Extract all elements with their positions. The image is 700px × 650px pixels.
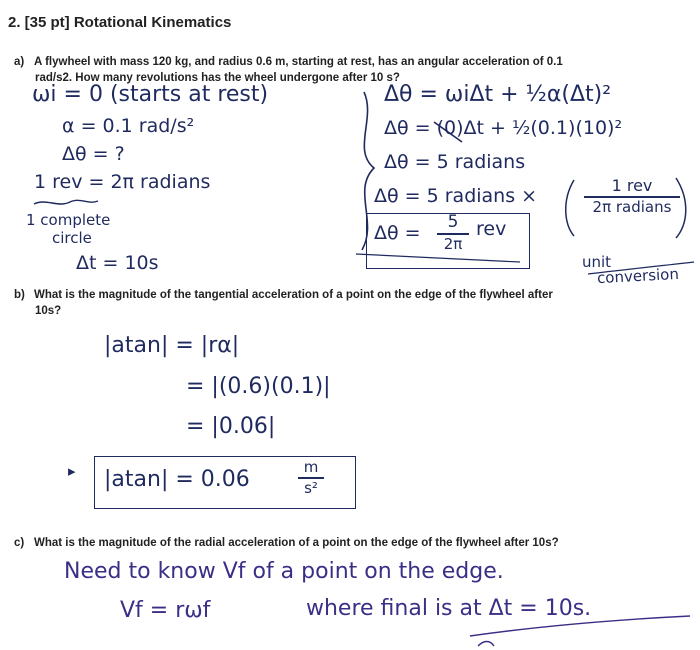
conversion-numerator: 1 rev xyxy=(611,176,653,195)
answer-b-lhs: |atan| = 0.06 xyxy=(104,467,250,492)
question-c-tag: c) xyxy=(14,537,25,549)
equation-result-radians: Δθ = 5 radians xyxy=(384,151,526,173)
conversion-open-paren xyxy=(566,180,574,236)
answer-a-unit: rev xyxy=(476,218,507,240)
question-c-line1: What is the magnitude of the radial acceleration of a point on the edge of the flywheel after 10s? xyxy=(34,537,559,549)
note-complete-circle-1: 1 complete xyxy=(26,211,111,229)
answer-b-unit-denominator: s² xyxy=(304,478,318,497)
answer-b-unit-fraction xyxy=(298,460,324,496)
partial-mark-stroke xyxy=(478,642,494,647)
equation-substituted: Δθ = (0)Δt + ½(0.1)(10)² xyxy=(384,117,623,139)
question-c xyxy=(14,535,674,551)
question-a-line1: A flywheel with mass 120 kg, and radius 0.6 m, starting at rest, has an angular acceleration of 0.1 xyxy=(34,56,563,68)
underline-stroke xyxy=(34,200,98,204)
given-alpha: α = 0.1 rad/s² xyxy=(62,115,195,137)
note-unit: unit xyxy=(582,253,612,271)
given-delta-theta: Δθ = ? xyxy=(62,143,125,165)
work-c-line2: Vf = rωf xyxy=(120,598,211,623)
margin-mark: ▸ xyxy=(68,462,76,480)
given-omega-initial: ωi = 0 (starts at rest) xyxy=(32,82,269,107)
question-b-line2: 10s? xyxy=(35,305,62,317)
equation-kinematic: Δθ = ωiΔt + ½α(Δt)² xyxy=(384,82,612,107)
problem-title: 2. [35 pt] Rotational Kinematics xyxy=(8,14,232,31)
question-b xyxy=(14,287,674,319)
answer-b-unit-numerator: m xyxy=(303,458,319,476)
conversion-fraction xyxy=(584,178,680,215)
work-c-line3: where final is at Δt = 10s. xyxy=(306,596,592,621)
given-rev-conversion: 1 rev = 2π radians xyxy=(34,171,211,193)
conversion-denominator: 2π radians xyxy=(592,197,672,216)
question-a-tag: a) xyxy=(14,56,25,68)
given-delta-t: Δt = 10s xyxy=(76,252,159,274)
work-b-line2: = |(0.6)(0.1)| xyxy=(186,374,331,399)
work-c-line1: Need to know Vf of a point on the edge. xyxy=(64,559,504,584)
answer-a-denominator: 2π xyxy=(443,234,463,253)
equation-conversion: Δθ = 5 radians × xyxy=(374,185,538,207)
work-b-line3: = |0.06| xyxy=(186,414,276,439)
question-a-line2: rad/s2. How many revolutions has the wheel undergone after 10 s? xyxy=(35,72,400,84)
answer-a-fraction xyxy=(437,214,469,252)
answer-a-lhs: Δθ = xyxy=(374,222,421,244)
note-conversion: conversion xyxy=(596,264,680,288)
work-b-line1: |atan| = |rα| xyxy=(104,333,240,358)
question-b-tag: b) xyxy=(14,289,25,301)
question-b-line1: What is the magnitude of the tangential acceleration of a point on the edge of the flywheel after xyxy=(34,289,553,301)
answer-a-numerator: 5 xyxy=(447,212,459,232)
note-complete-circle-2: circle xyxy=(52,229,92,247)
